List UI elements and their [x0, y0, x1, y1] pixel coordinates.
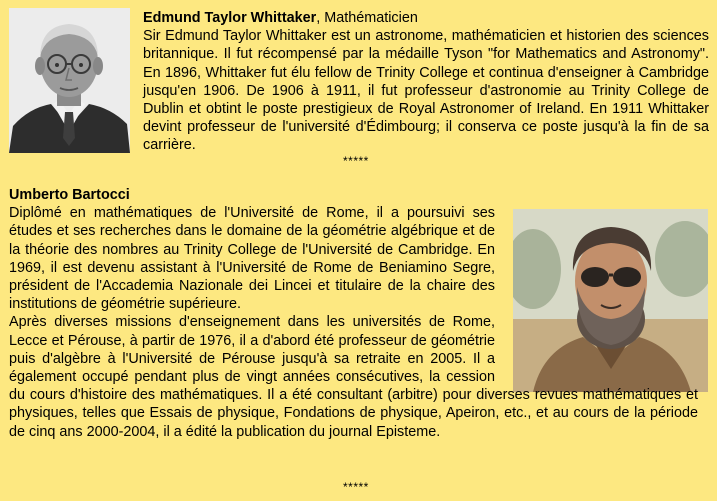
whittaker-portrait [9, 8, 130, 153]
bartocci-name: Umberto Bartocci [9, 187, 130, 203]
whittaker-name: Edmund Taylor Whittaker [143, 10, 317, 26]
bartocci-para-1: Diplômé en mathématiques de l'Université de Rome, il a poursuivi ses études et ses recherches dans le domaine de la géométrie algébrique et de la théorie des nombres au Trinity College de l'Université de Cambridge. En 1969, il est devenu assistant à l'Université de Rome de Beniamino Segre, président de l'Accademia Nazionale dei Lincei et titulaire de la chaire des institutions de géométrie supérieure. [9, 205, 495, 313]
bartocci-bio [9, 186, 698, 441]
whittaker-role: , Mathématicien [316, 10, 418, 26]
whittaker-bio [143, 9, 709, 155]
separator-2: ***** [343, 480, 369, 494]
separator-1: ***** [343, 154, 369, 168]
photo-spacer [495, 186, 698, 371]
bartocci-para-2: Après diverses missions d'enseignement dans les universités de Rome, Lecce et Pérouse, à partir de 1976, il a d'abord été professeur de géométrie puis d'algèbre à l'Université de Pérouse jusqu'à sa retraite en 2005. Il a également occupé pendant plus de vingt années consécutives, la cession du cours d'histoire des mathématiques. Il a été consultant (arbitre) pour diverses revues mathématiques et physiques, telles que Essais de physique, Fondations de physique, Apeiron, etc., et au cours de la période de cinq ans 2000-2004, il a édité la publication du journal Episteme. [9, 314, 698, 440]
whittaker-text: Sir Edmund Taylor Whittaker est un astronome, mathématicien et historien des sciences britannique. Il fut récompensé par la médaille Tyson "for Mathematics and Astronomy". En 1896, Whittaker fut élu fellow de Trinity College et continua d'enseigner à Cambridge jusqu'en 1906. De 1906 à 1911, il fut professeur d'astronomie au Trinity College de Dublin et obtint le poste prestigieux de Royal Astronomer of Ireland. En 1911 Whittaker devint professeur de l'université d'Édimbourg; il conserva ce poste jusqu'à la fin de sa carrière. [143, 28, 709, 154]
